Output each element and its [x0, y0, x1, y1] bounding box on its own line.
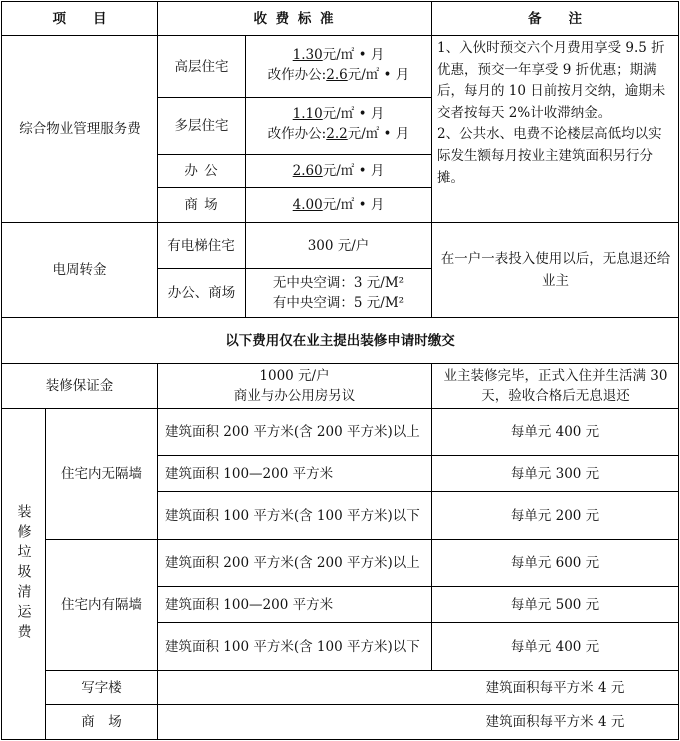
rate-unit: 元/㎡ • 月: [322, 106, 385, 122]
deposit-fee-residential: 1000 元/户: [259, 368, 330, 384]
cleanup-fee: 每单元 200 元: [510, 507, 600, 524]
property-type: 办 公: [184, 163, 219, 179]
turnover-fee-no-ac: 无中央空调：3 元/M²: [272, 275, 405, 291]
cleanup-area: 建筑面积 200 平方米(含 200 平方米)以上: [165, 555, 420, 571]
fee-table: [1, 1, 679, 740]
turnover-fee-with-ac: 有中央空调：5 元/M²: [272, 295, 405, 311]
rate-value: 2.2: [326, 126, 348, 142]
table-border: [678, 1, 679, 740]
rate-value: 4.00: [292, 197, 323, 213]
cleanup-fee: 每单元 400 元: [510, 638, 600, 655]
rate-unit: 元/㎡ • 月: [347, 67, 410, 83]
office-conversion-label: 改作办公:: [267, 67, 327, 83]
cleanup-fee: 每单元 300 元: [510, 465, 600, 482]
col-divider: [431, 363, 432, 408]
turnover-type: 有电梯住宅: [167, 237, 235, 254]
cleanup-area: 建筑面积 100—200 平方米: [165, 596, 334, 613]
turnover-type: 办公、商场: [167, 285, 236, 301]
rate-unit: 元/㎡ • 月: [322, 163, 385, 179]
table-border: [1, 739, 679, 740]
rate-unit: 元/㎡ • 月: [322, 47, 385, 63]
header-item: 项 目: [52, 10, 107, 27]
property-rate: [246, 155, 431, 187]
rate-value: 2.6: [326, 67, 348, 83]
cleanup-fee: 每单元 500 元: [510, 596, 600, 613]
property-fee-name: 综合物业管理服务费: [19, 121, 141, 137]
deposit-fee-commercial: 商业与办公用房另议: [233, 388, 356, 404]
cleanup-mall-label: 商 场: [81, 714, 122, 730]
cleanup-fee: 每单元 400 元: [510, 424, 600, 440]
section-banner: 以下费用仅在业主提出装修申请时缴交: [225, 332, 455, 349]
cleanup-office-fee: 建筑面积每平方米 4 元: [485, 679, 625, 696]
turnover-name: 电周转金: [52, 262, 107, 278]
rate-value: 1.10: [292, 106, 323, 122]
rate-value: 2.60: [292, 163, 323, 179]
property-rate: [246, 188, 431, 222]
cleanup-area: 建筑面积 100—200 平方米: [165, 465, 334, 482]
property-rate: [246, 36, 431, 97]
property-type: 商 场: [184, 197, 219, 213]
turnover-fee: [246, 269, 431, 317]
property-type: 多层住宅: [174, 118, 229, 134]
cleanup-area: 建筑面积 200 平方米(含 200 平方米)以上: [165, 424, 420, 440]
cleanup-office-label: 写字楼: [81, 679, 122, 696]
cleanup-name: 装修垃圾清运费: [15, 504, 32, 644]
col-divider: [157, 408, 158, 740]
cleanup-group-label: 住宅内无隔墙: [61, 466, 142, 482]
rate-unit: 元/㎡ • 月: [322, 197, 385, 213]
cleanup-area: 建筑面积 100 平方米(含 100 平方米)以下: [165, 507, 420, 524]
cleanup-group-label: 住宅内有隔墙: [61, 597, 142, 613]
deposit-name: 装修保证金: [45, 378, 114, 394]
turnover-fee: 300 元/户: [307, 237, 370, 254]
cleanup-fee: 每单元 600 元: [510, 555, 600, 571]
deposit-note: 业主装修完毕，正式入住并生活满 30 天，验收合格后无息退还: [443, 368, 668, 404]
header-fee-standard: 收 费 标 准: [253, 10, 336, 27]
cleanup-mall-fee: 建筑面积每平方米 4 元: [485, 714, 625, 730]
property-note: 1、入伙时预交六个月费用享受 9.5 折优惠，预交一年享受 9 折优惠；期满后，每月的 10 日前按月交纳，逾期未交者按每天 2%计收滞纳金。 2、公共水、电费不论楼层高低均以实际发生额每月按业主建筑面积另行分摊。: [437, 40, 666, 186]
turnover-note: 在一户一表投入使用以后，无息退还给业主: [440, 251, 671, 289]
col-divider: [431, 1, 432, 317]
cleanup-area: 建筑面积 100 平方米(含 100 平方米)以下: [165, 638, 420, 655]
property-type: 高层住宅: [174, 58, 229, 75]
office-conversion-label: 改作办公:: [267, 126, 327, 142]
rate-unit: 元/㎡ • 月: [347, 126, 410, 142]
rate-value: 1.30: [292, 47, 323, 63]
property-rate: [246, 98, 431, 154]
header-note: 备 注: [528, 10, 582, 27]
deposit-fee: [158, 364, 431, 408]
